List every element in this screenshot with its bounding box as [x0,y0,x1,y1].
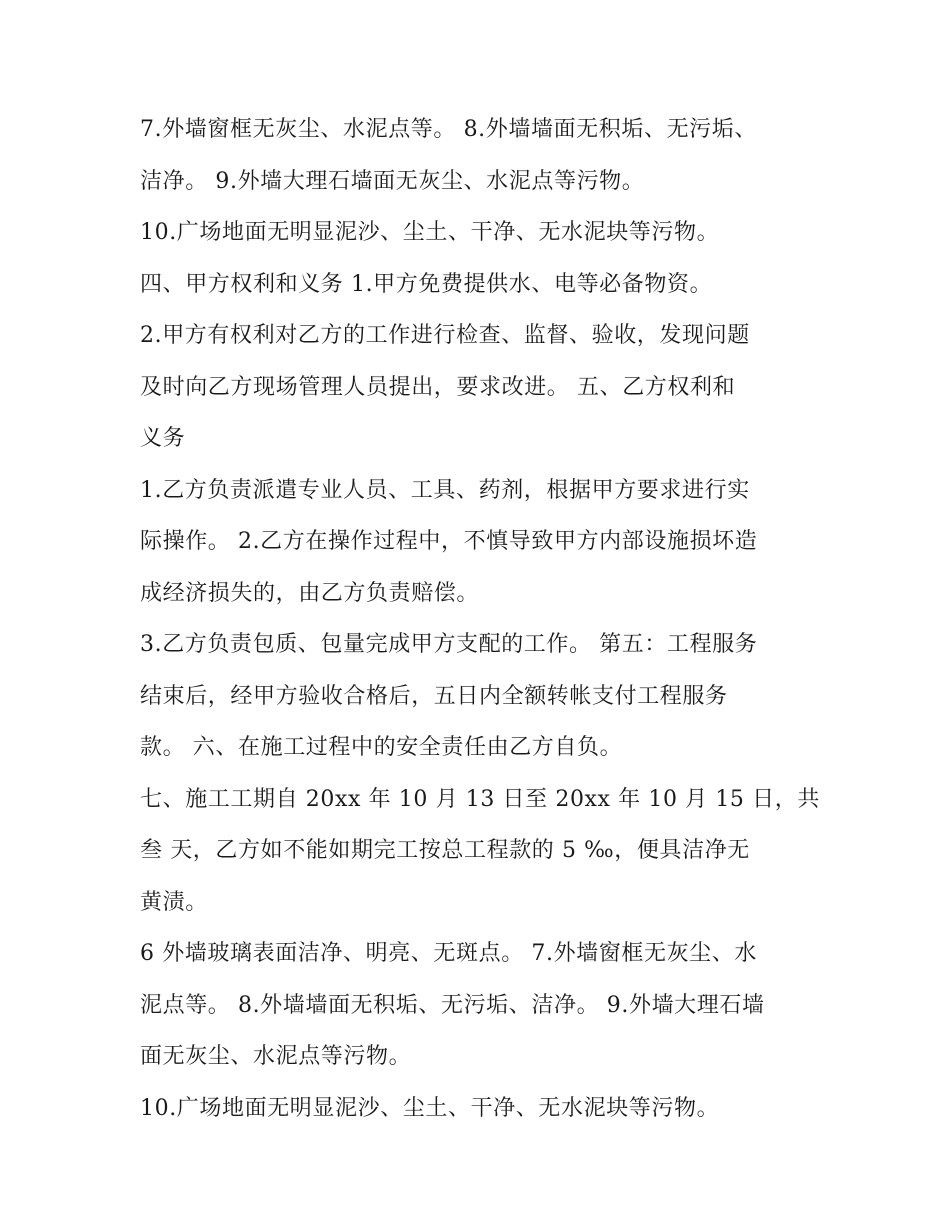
text-line-5: 2.甲方有权利对乙方的工作进行检查、监督、验收，发现问题 [140,323,750,348]
text-line-7: 义务 [140,426,186,451]
text-line-3: 10.广场地面无明显泥沙、尘土、干净、无水泥块等污物。 [140,220,720,245]
text-line-14: 七、施工工期自 20xx 年 10 月 13 日至 20xx 年 10 月 15 日，共 [140,786,820,812]
document-body [140,104,820,1134]
text-line-20: 10.广场地面无明显泥沙、尘土、干净、无水泥块等污物。 [140,1095,720,1121]
text-line-6: 及时向乙方现场管理人员提出，要求改进。 五、乙方权利和 [140,374,736,400]
text-line-19: 面无灰尘、水泥点等污物。 [140,1044,412,1069]
text-line-12: 结束后，经甲方验收合格后，五日内全额转帐支付工程服务 [140,683,728,709]
text-line-1: 7.外墙窗框无灰尘、水泥点等。 8.外墙墙面无积垢、无污垢、 [140,117,757,142]
text-line-17: 6 外墙玻璃表面洁净、明亮、无斑点。 7.外墙窗框无灰尘、水 [140,941,757,966]
text-line-15: 叁 天，乙方如不能如期完工按总工程款的 5 ‰，便具洁净无 [140,838,750,863]
text-line-2: 洁净。 9.外墙大理石墙面无灰尘、水泥点等污物。 [140,168,645,194]
text-line-18: 泥点等。 8.外墙墙面无积垢、无污垢、洁净。 9.外墙大理石墙 [140,992,765,1018]
text-line-16: 黄渍。 [140,889,208,915]
text-line-13: 款。 六、在施工过程中的安全责任由乙方自负。 [140,735,623,760]
text-line-9: 际操作。 2.乙方在操作过程中，不慎导致甲方内部设施损坏造 [140,529,758,554]
text-line-10: 成经济损失的，由乙方负责赔偿。 [140,580,480,606]
text-line-4: 四、甲方权利和义务 1.甲方免费提供水、电等必备物资。 [140,271,713,297]
text-line-11: 3.乙方负责包质、包量完成甲方支配的工作。 第五：工程服务 [140,632,758,657]
text-line-8: 1.乙方负责派遣专业人员、工具、药剂，根据甲方要求进行实 [140,477,750,503]
